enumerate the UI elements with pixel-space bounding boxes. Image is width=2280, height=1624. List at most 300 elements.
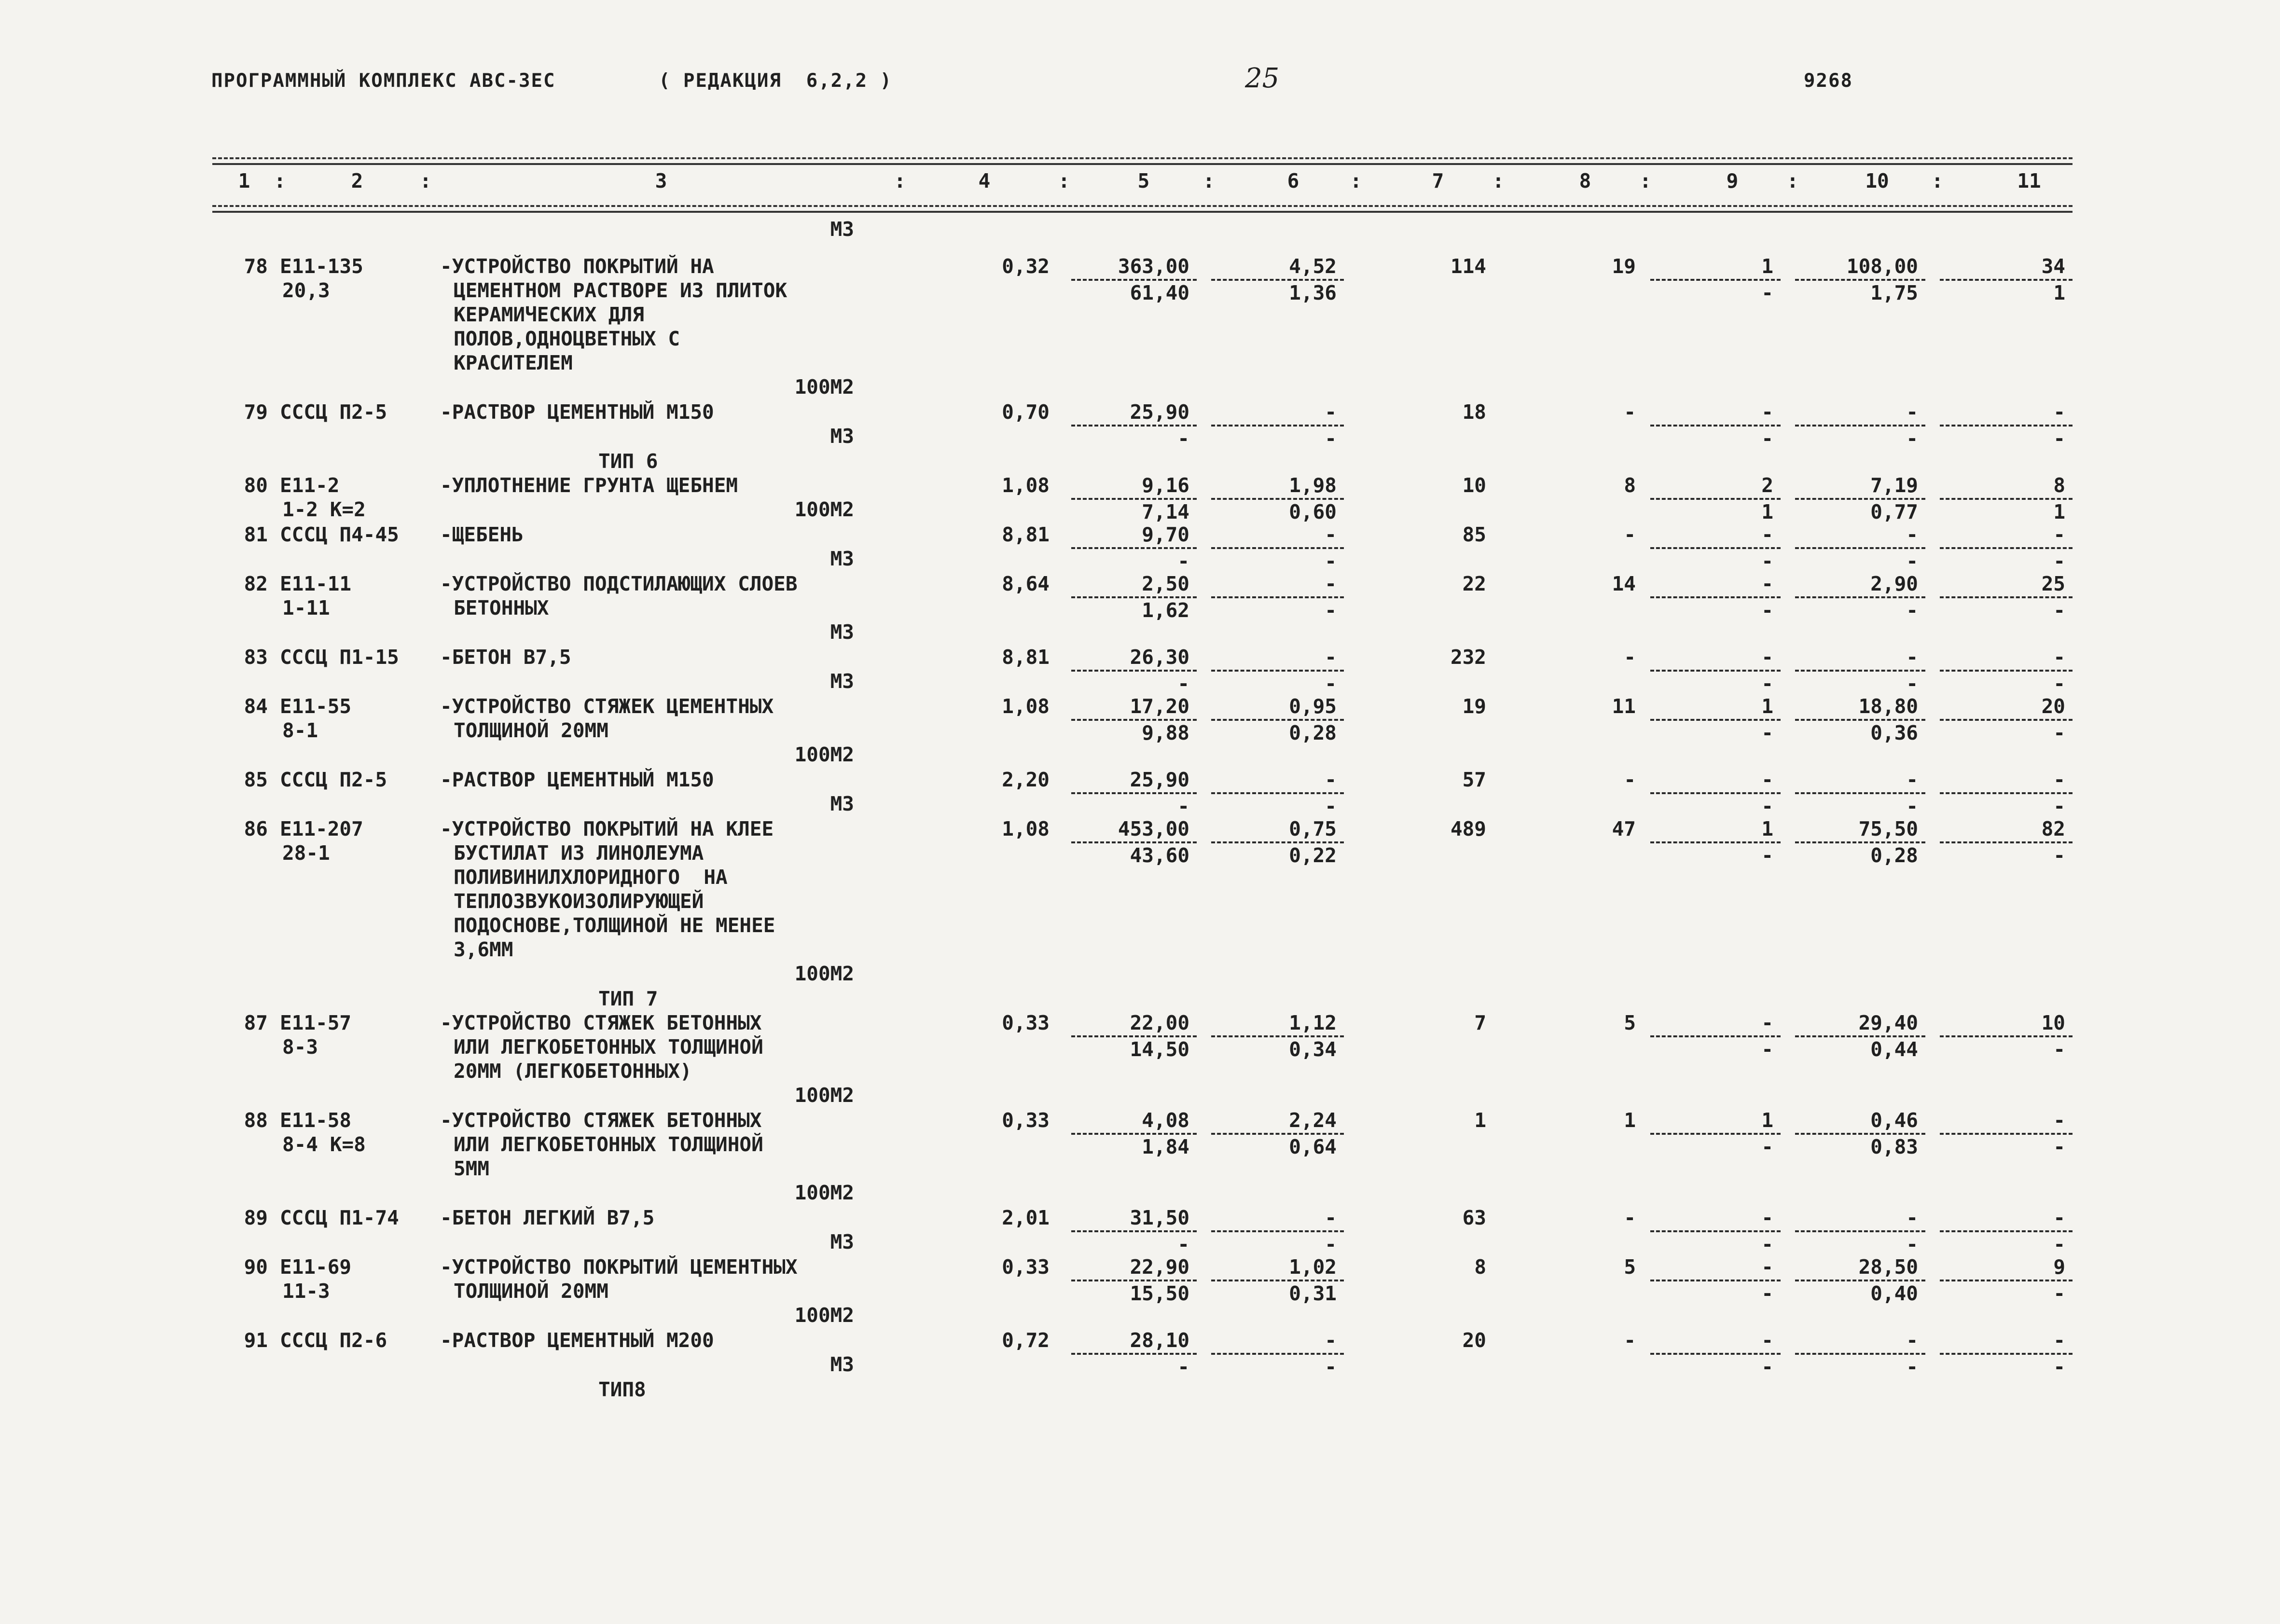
column-header-8: 8 <box>1579 169 1591 193</box>
row-number: 91 <box>244 1329 268 1352</box>
wage-total-2-top: 25 <box>2041 572 2065 595</box>
labor-rate-bottom: - <box>1761 281 1773 304</box>
total-cost: 85 <box>1462 523 1486 546</box>
machine-total: - <box>1624 646 1636 669</box>
machine-cost-bottom: - <box>1325 672 1337 695</box>
machine-total: 19 <box>1612 255 1636 278</box>
labor-rate-top: 1 <box>1761 817 1773 840</box>
machine-cost-divider <box>1211 425 1344 427</box>
total-cost: 114 <box>1450 255 1486 278</box>
quantity: 0,70 <box>1002 400 1050 424</box>
work-description: 20ММ (ЛЕГКОБЕТОННЫХ) <box>454 1060 692 1083</box>
machine-cost-top: - <box>1325 572 1337 595</box>
wage-total-2-bottom: - <box>2053 1135 2065 1158</box>
work-description: -УСТРОЙСТВО ПОКРЫТИЙ НА КЛЕЕ <box>440 817 774 840</box>
total-cost: 22 <box>1462 572 1486 595</box>
wage-total-2-top: - <box>2053 400 2065 424</box>
quantity: 2,01 <box>1002 1206 1050 1229</box>
total-cost: 10 <box>1462 474 1486 497</box>
norm-code: СССЦ П4-45 <box>280 523 399 546</box>
labor-rate-top: - <box>1761 400 1773 424</box>
edition-label: ( РЕДАКЦИЯ 6,2,2 ) <box>659 70 893 92</box>
work-description: -УСТРОЙСТВО ПОДСТИЛАЮЩИХ СЛОЕВ <box>440 572 798 595</box>
work-description: -РАСТВОР ЦЕМЕНТНЫЙ М200 <box>440 1329 714 1352</box>
column-separator: : <box>274 169 286 193</box>
wage-total-2-bottom: 1 <box>2053 500 2065 523</box>
machine-total: 5 <box>1624 1255 1636 1279</box>
cost-per-unit-bottom: 15,50 <box>1130 1282 1189 1305</box>
wage-total-bottom: - <box>1906 550 1918 573</box>
table-top-rule <box>212 157 2073 159</box>
wage-total-2-divider <box>1940 1035 2073 1037</box>
quantity: 1,08 <box>1002 474 1050 497</box>
wage-total-2-divider <box>1940 1280 2073 1281</box>
machine-cost-divider <box>1211 1133 1344 1135</box>
quantity: 0,33 <box>1002 1109 1050 1132</box>
machine-cost-top: 4,52 <box>1289 255 1337 278</box>
norm-code: 28-1 <box>282 841 330 865</box>
wage-total-2-bottom: - <box>2053 1282 2065 1305</box>
wage-total-2-divider <box>1940 841 2073 843</box>
wage-total-bottom: - <box>1906 1233 1918 1256</box>
wage-total-2-top: 82 <box>2041 817 2065 840</box>
total-cost: 232 <box>1450 646 1486 669</box>
wage-total-2-divider <box>1940 1230 2073 1232</box>
cost-per-unit-bottom: - <box>1177 427 1189 450</box>
wage-total-bottom: 0,28 <box>1870 844 1918 867</box>
wage-total-top: 7,19 <box>1870 474 1918 497</box>
work-description: КРАСИТЕЛЕМ <box>454 351 573 374</box>
wage-total-2-top: 10 <box>2041 1011 2065 1034</box>
machine-cost-divider <box>1211 596 1344 598</box>
column-header-3: 3 <box>655 169 667 193</box>
column-header-2: 2 <box>351 169 363 193</box>
column-separator: : <box>1639 169 1652 193</box>
labor-rate-top: - <box>1761 646 1773 669</box>
labor-rate-bottom: - <box>1761 844 1773 867</box>
unit-of-measure: М3 <box>830 1353 854 1376</box>
work-description: -БЕТОН В7,5 <box>440 646 571 669</box>
cost-per-unit-bottom: 1,84 <box>1142 1135 1189 1158</box>
machine-cost-top: - <box>1325 768 1337 791</box>
cost-per-unit-bottom: 61,40 <box>1130 281 1189 304</box>
row-number: 82 <box>244 572 268 595</box>
column-header-1: 1 <box>238 169 250 193</box>
labor-rate-bottom: - <box>1761 795 1773 818</box>
page-number: 25 <box>1245 63 1280 94</box>
wage-total-2-bottom: 1 <box>2053 281 2065 304</box>
cost-per-unit-bottom: 7,14 <box>1142 500 1189 523</box>
machine-total: - <box>1624 523 1636 546</box>
wage-total-bottom: - <box>1906 795 1918 818</box>
work-description: 3,6ММ <box>454 938 513 961</box>
machine-cost-divider <box>1211 498 1344 500</box>
labor-rate-bottom: - <box>1761 550 1773 573</box>
row-number: 85 <box>244 768 268 791</box>
cost-per-unit-divider <box>1071 498 1197 500</box>
norm-code: Е11-69 <box>280 1255 352 1279</box>
norm-code: Е11-58 <box>280 1109 352 1132</box>
labor-rate-top: 1 <box>1761 255 1773 278</box>
work-description: ЦЕМЕНТНОМ РАСТВОРЕ ИЗ ПЛИТОК <box>454 279 788 302</box>
norm-code: Е11-2 <box>280 474 340 497</box>
wage-total-2-bottom: - <box>2053 721 2065 744</box>
labor-rate-divider <box>1650 1133 1781 1135</box>
cost-per-unit-bottom: - <box>1177 672 1189 695</box>
cost-per-unit-bottom: - <box>1177 1233 1189 1256</box>
machine-cost-bottom: - <box>1325 1355 1337 1378</box>
wage-total-2-bottom: - <box>2053 1038 2065 1061</box>
cost-per-unit-divider <box>1071 670 1197 672</box>
labor-rate-divider <box>1650 1035 1781 1037</box>
labor-rate-divider <box>1650 1353 1781 1355</box>
row-number: 78 <box>244 255 268 278</box>
wage-total-2-divider <box>1940 425 2073 427</box>
labor-rate-divider <box>1650 841 1781 843</box>
cost-per-unit-top: 2,50 <box>1142 572 1189 595</box>
labor-rate-divider <box>1650 670 1781 672</box>
work-description: ПОДОСНОВЕ,ТОЛЩИНОЙ НЕ МЕНЕЕ <box>454 914 775 937</box>
wage-total-bottom: 0,40 <box>1870 1282 1918 1305</box>
work-description: ТОЛЩИНОЙ 20ММ <box>454 1280 608 1303</box>
unit-of-measure: М3 <box>830 547 854 570</box>
wage-total-2-top: 8 <box>2053 474 2065 497</box>
cost-per-unit-divider <box>1071 1035 1197 1037</box>
wage-total-divider <box>1795 1280 1925 1281</box>
work-description: 5ММ <box>454 1157 490 1180</box>
labor-rate-divider <box>1650 425 1781 427</box>
cost-per-unit-top: 22,00 <box>1130 1011 1189 1034</box>
labor-rate-divider <box>1650 498 1781 500</box>
quantity: 2,20 <box>1002 768 1050 791</box>
column-header-10: 10 <box>1865 169 1889 193</box>
cost-per-unit-top: 17,20 <box>1130 695 1189 718</box>
labor-rate-bottom: - <box>1761 1282 1773 1305</box>
labor-rate-bottom: 1 <box>1761 500 1773 523</box>
norm-code: Е11-11 <box>280 572 352 595</box>
wage-total-divider <box>1795 719 1925 721</box>
cost-per-unit-bottom: 14,50 <box>1130 1038 1189 1061</box>
norm-code: СССЦ П2-5 <box>280 400 387 424</box>
labor-rate-divider <box>1650 1280 1781 1281</box>
labor-rate-bottom: - <box>1761 721 1773 744</box>
machine-cost-divider <box>1211 719 1344 721</box>
unit-of-measure: 100М2 <box>794 1181 854 1204</box>
norm-code: СССЦ П2-6 <box>280 1329 387 1352</box>
work-description: -УСТРОЙСТВО СТЯЖЕК БЕТОННЫХ <box>440 1109 762 1132</box>
quantity: 0,32 <box>1002 255 1050 278</box>
quantity: 1,08 <box>1002 695 1050 718</box>
machine-total: 11 <box>1612 695 1636 718</box>
work-description: ТЕПЛОЗВУКОИЗОЛИРУЮЩЕЙ <box>454 890 704 913</box>
quantity: 0,72 <box>1002 1329 1050 1352</box>
machine-cost-bottom: - <box>1325 427 1337 450</box>
wage-total-bottom: 0,77 <box>1870 500 1918 523</box>
column-separator: : <box>1931 169 1944 193</box>
total-cost: 8 <box>1474 1255 1486 1279</box>
total-cost: 1 <box>1474 1109 1486 1132</box>
machine-cost-top: 1,02 <box>1289 1255 1337 1279</box>
work-description: -УСТРОЙСТВО СТЯЖЕК БЕТОННЫХ <box>440 1011 762 1034</box>
cost-per-unit-top: 31,50 <box>1130 1206 1189 1229</box>
wage-total-top: 75,50 <box>1858 817 1918 840</box>
machine-total: 8 <box>1624 474 1636 497</box>
labor-rate-divider <box>1650 792 1781 794</box>
work-description: -УСТРОЙСТВО СТЯЖЕК ЦЕМЕНТНЫХ <box>440 695 774 718</box>
row-number: 81 <box>244 523 268 546</box>
wage-total-2-divider <box>1940 1353 2073 1355</box>
cost-per-unit-bottom: 43,60 <box>1130 844 1189 867</box>
machine-total: - <box>1624 400 1636 424</box>
wage-total-2-top: 34 <box>2041 255 2065 278</box>
wage-total-top: - <box>1906 1329 1918 1352</box>
wage-total-divider <box>1795 1035 1925 1037</box>
column-header-4: 4 <box>978 169 991 193</box>
labor-rate-bottom: - <box>1761 599 1773 622</box>
column-header-5: 5 <box>1137 169 1150 193</box>
labor-rate-bottom: - <box>1761 1038 1773 1061</box>
cost-per-unit-bottom: 9,88 <box>1142 721 1189 744</box>
machine-cost-divider <box>1211 1280 1344 1281</box>
cost-per-unit-divider <box>1071 1280 1197 1281</box>
cost-per-unit-divider <box>1071 596 1197 598</box>
wage-total-2-divider <box>1940 1133 2073 1135</box>
work-description: ИЛИ ЛЕГКОБЕТОННЫХ ТОЛЩИНОЙ <box>454 1133 763 1156</box>
machine-cost-divider <box>1211 279 1344 281</box>
machine-cost-top: 1,12 <box>1289 1011 1337 1034</box>
quantity: 0,33 <box>1002 1255 1050 1279</box>
row-number: 89 <box>244 1206 268 1229</box>
machine-cost-top: 1,98 <box>1289 474 1337 497</box>
work-description: -УСТРОЙСТВО ПОКРЫТИЙ ЦЕМЕНТНЫХ <box>440 1255 798 1279</box>
quantity: 8,81 <box>1002 523 1050 546</box>
cost-per-unit-divider <box>1071 547 1197 549</box>
machine-cost-divider <box>1211 792 1344 794</box>
machine-cost-top: 0,75 <box>1289 817 1337 840</box>
norm-code: 1-2 К=2 <box>282 498 366 521</box>
wage-total-top: - <box>1906 523 1918 546</box>
wage-total-bottom: - <box>1906 1355 1918 1378</box>
column-separator: : <box>894 169 906 193</box>
total-cost: 489 <box>1450 817 1486 840</box>
machine-total: - <box>1624 768 1636 791</box>
cost-per-unit-divider <box>1071 792 1197 794</box>
wage-total-top: - <box>1906 646 1918 669</box>
column-separator: : <box>1350 169 1362 193</box>
wage-total-divider <box>1795 596 1925 598</box>
machine-cost-bottom: - <box>1325 1233 1337 1256</box>
cost-per-unit-top: 25,90 <box>1130 768 1189 791</box>
unit-of-measure: 100М2 <box>794 962 854 985</box>
total-cost: 57 <box>1462 768 1486 791</box>
wage-total-2-top: - <box>2053 768 2065 791</box>
quantity: 8,81 <box>1002 646 1050 669</box>
cost-per-unit-divider <box>1071 279 1197 281</box>
wage-total-top: - <box>1906 768 1918 791</box>
labor-rate-top: - <box>1761 572 1773 595</box>
wage-total-2-bottom: - <box>2053 1233 2065 1256</box>
machine-cost-divider <box>1211 1353 1344 1355</box>
machine-cost-divider <box>1211 1035 1344 1037</box>
machine-cost-bottom: 0,34 <box>1289 1038 1337 1061</box>
wage-total-2-top: 9 <box>2053 1255 2065 1279</box>
wage-total-bottom: 1,75 <box>1870 281 1918 304</box>
work-description: БУСТИЛАТ ИЗ ЛИНОЛЕУМА <box>454 841 704 865</box>
labor-rate-bottom: - <box>1761 1135 1773 1158</box>
wage-total-2-top: 20 <box>2041 695 2065 718</box>
labor-rate-top: - <box>1761 1255 1773 1279</box>
labor-rate-bottom: - <box>1761 1233 1773 1256</box>
norm-code: 20,3 <box>282 279 330 302</box>
norm-code: 8-1 <box>282 719 318 742</box>
labor-rate-top: - <box>1761 1011 1773 1034</box>
cost-per-unit-top: 363,00 <box>1118 255 1189 278</box>
row-number: 83 <box>244 646 268 669</box>
unit-of-measure: М3 <box>830 670 854 693</box>
work-description: -БЕТОН ЛЕГКИЙ В7,5 <box>440 1206 655 1229</box>
wage-total-divider <box>1795 841 1925 843</box>
labor-rate-top: - <box>1761 768 1773 791</box>
wage-total-divider <box>1795 498 1925 500</box>
wage-total-2-top: - <box>2053 1206 2065 1229</box>
section-label: ТИП8 <box>598 1378 646 1401</box>
machine-cost-top: - <box>1325 646 1337 669</box>
labor-rate-divider <box>1650 547 1781 549</box>
work-description: ПОЛОВ,ОДНОЦВЕТНЫХ С <box>454 327 680 350</box>
row-number: 87 <box>244 1011 268 1034</box>
labor-rate-divider <box>1650 1230 1781 1232</box>
cost-per-unit-top: 28,10 <box>1130 1329 1189 1352</box>
labor-rate-bottom: - <box>1761 672 1773 695</box>
cost-per-unit-divider <box>1071 425 1197 427</box>
labor-rate-bottom: - <box>1761 1355 1773 1378</box>
norm-code: СССЦ П1-15 <box>280 646 399 669</box>
labor-rate-top: 2 <box>1761 474 1773 497</box>
wage-total-top: - <box>1906 1206 1918 1229</box>
row-number: 88 <box>244 1109 268 1132</box>
quantity: 8,64 <box>1002 572 1050 595</box>
column-separator: : <box>1492 169 1505 193</box>
unit-of-measure: М3 <box>830 792 854 815</box>
cost-per-unit-divider <box>1071 719 1197 721</box>
column-separator: : <box>419 169 432 193</box>
row-number: 90 <box>244 1255 268 1279</box>
wage-total-2-bottom: - <box>2053 550 2065 573</box>
cost-per-unit-divider <box>1071 841 1197 843</box>
wage-total-divider <box>1795 1230 1925 1232</box>
norm-code: 1-11 <box>282 596 330 619</box>
work-description: ИЛИ ЛЕГКОБЕТОННЫХ ТОЛЩИНОЙ <box>454 1035 763 1059</box>
machine-cost-top: 0,95 <box>1289 695 1337 718</box>
wage-total-bottom: 0,44 <box>1870 1038 1918 1061</box>
unit-of-measure: М3 <box>830 218 854 241</box>
cost-per-unit-top: 9,70 <box>1142 523 1189 546</box>
cost-per-unit-bottom: - <box>1177 550 1189 573</box>
machine-total: - <box>1624 1206 1636 1229</box>
table-header-rule <box>212 205 2073 207</box>
machine-cost-bottom: 0,31 <box>1289 1282 1337 1305</box>
wage-total-top: - <box>1906 400 1918 424</box>
labor-rate-top: - <box>1761 1329 1773 1352</box>
cost-per-unit-divider <box>1071 1230 1197 1232</box>
labor-rate-bottom: - <box>1761 427 1773 450</box>
total-cost: 63 <box>1462 1206 1486 1229</box>
machine-cost-bottom: - <box>1325 795 1337 818</box>
norm-code: Е11-57 <box>280 1011 352 1034</box>
machine-total: 1 <box>1624 1109 1636 1132</box>
quantity: 0,33 <box>1002 1011 1050 1034</box>
machine-cost-top: - <box>1325 1329 1337 1352</box>
cost-per-unit-divider <box>1071 1353 1197 1355</box>
wage-total-top: 28,50 <box>1858 1255 1918 1279</box>
unit-of-measure: 100М2 <box>794 375 854 399</box>
wage-total-top: 29,40 <box>1858 1011 1918 1034</box>
wage-total-top: 0,46 <box>1870 1109 1918 1132</box>
total-cost: 18 <box>1462 400 1486 424</box>
program-title: ПРОГРАММНЫЙ КОМПЛЕКС АВС-3ЕС <box>211 70 556 92</box>
cost-per-unit-top: 4,08 <box>1142 1109 1189 1132</box>
wage-total-divider <box>1795 792 1925 794</box>
unit-of-measure: 100М2 <box>794 1304 854 1327</box>
wage-total-2-bottom: - <box>2053 427 2065 450</box>
unit-of-measure: М3 <box>830 425 854 448</box>
machine-cost-divider <box>1211 1230 1344 1232</box>
wage-total-2-divider <box>1940 547 2073 549</box>
wage-total-2-bottom: - <box>2053 795 2065 818</box>
work-description: -ЩЕБЕНЬ <box>440 523 524 546</box>
unit-of-measure: М3 <box>830 620 854 644</box>
row-number: 84 <box>244 695 268 718</box>
wage-total-2-divider <box>1940 279 2073 281</box>
wage-total-bottom: - <box>1906 599 1918 622</box>
cost-per-unit-bottom: 1,62 <box>1142 599 1189 622</box>
norm-code: Е11-135 <box>280 255 363 278</box>
work-description: ТОЛЩИНОЙ 20ММ <box>454 719 608 742</box>
row-number: 79 <box>244 400 268 424</box>
machine-cost-bottom: - <box>1325 599 1337 622</box>
wage-total-2-top: - <box>2053 646 2065 669</box>
column-header-11: 11 <box>2017 169 2041 193</box>
norm-code: 8-3 <box>282 1035 318 1059</box>
column-header-6: 6 <box>1287 169 1299 193</box>
machine-cost-bottom: - <box>1325 550 1337 573</box>
machine-cost-top: 2,24 <box>1289 1109 1337 1132</box>
column-header-7: 7 <box>1432 169 1444 193</box>
machine-cost-bottom: 0,22 <box>1289 844 1337 867</box>
wage-total-2-top: - <box>2053 1329 2065 1352</box>
labor-rate-divider <box>1650 279 1781 281</box>
wage-total-2-divider <box>1940 596 2073 598</box>
cost-per-unit-top: 25,90 <box>1130 400 1189 424</box>
labor-rate-divider <box>1650 596 1781 598</box>
norm-code: 8-4 К=8 <box>282 1133 366 1156</box>
wage-total-bottom: - <box>1906 427 1918 450</box>
wage-total-2-bottom: - <box>2053 672 2065 695</box>
work-description: КЕРАМИЧЕСКИХ ДЛЯ <box>454 303 644 326</box>
wage-total-top: 2,90 <box>1870 572 1918 595</box>
machine-total: - <box>1624 1329 1636 1352</box>
machine-cost-bottom: 0,28 <box>1289 721 1337 744</box>
machine-cost-top: - <box>1325 1206 1337 1229</box>
norm-code: Е11-55 <box>280 695 352 718</box>
cost-per-unit-top: 22,90 <box>1130 1255 1189 1279</box>
machine-cost-bottom: 1,36 <box>1289 281 1337 304</box>
wage-total-divider <box>1795 547 1925 549</box>
norm-code: СССЦ П2-5 <box>280 768 387 791</box>
machine-cost-divider <box>1211 670 1344 672</box>
total-cost: 19 <box>1462 695 1486 718</box>
cost-per-unit-divider <box>1071 1133 1197 1135</box>
